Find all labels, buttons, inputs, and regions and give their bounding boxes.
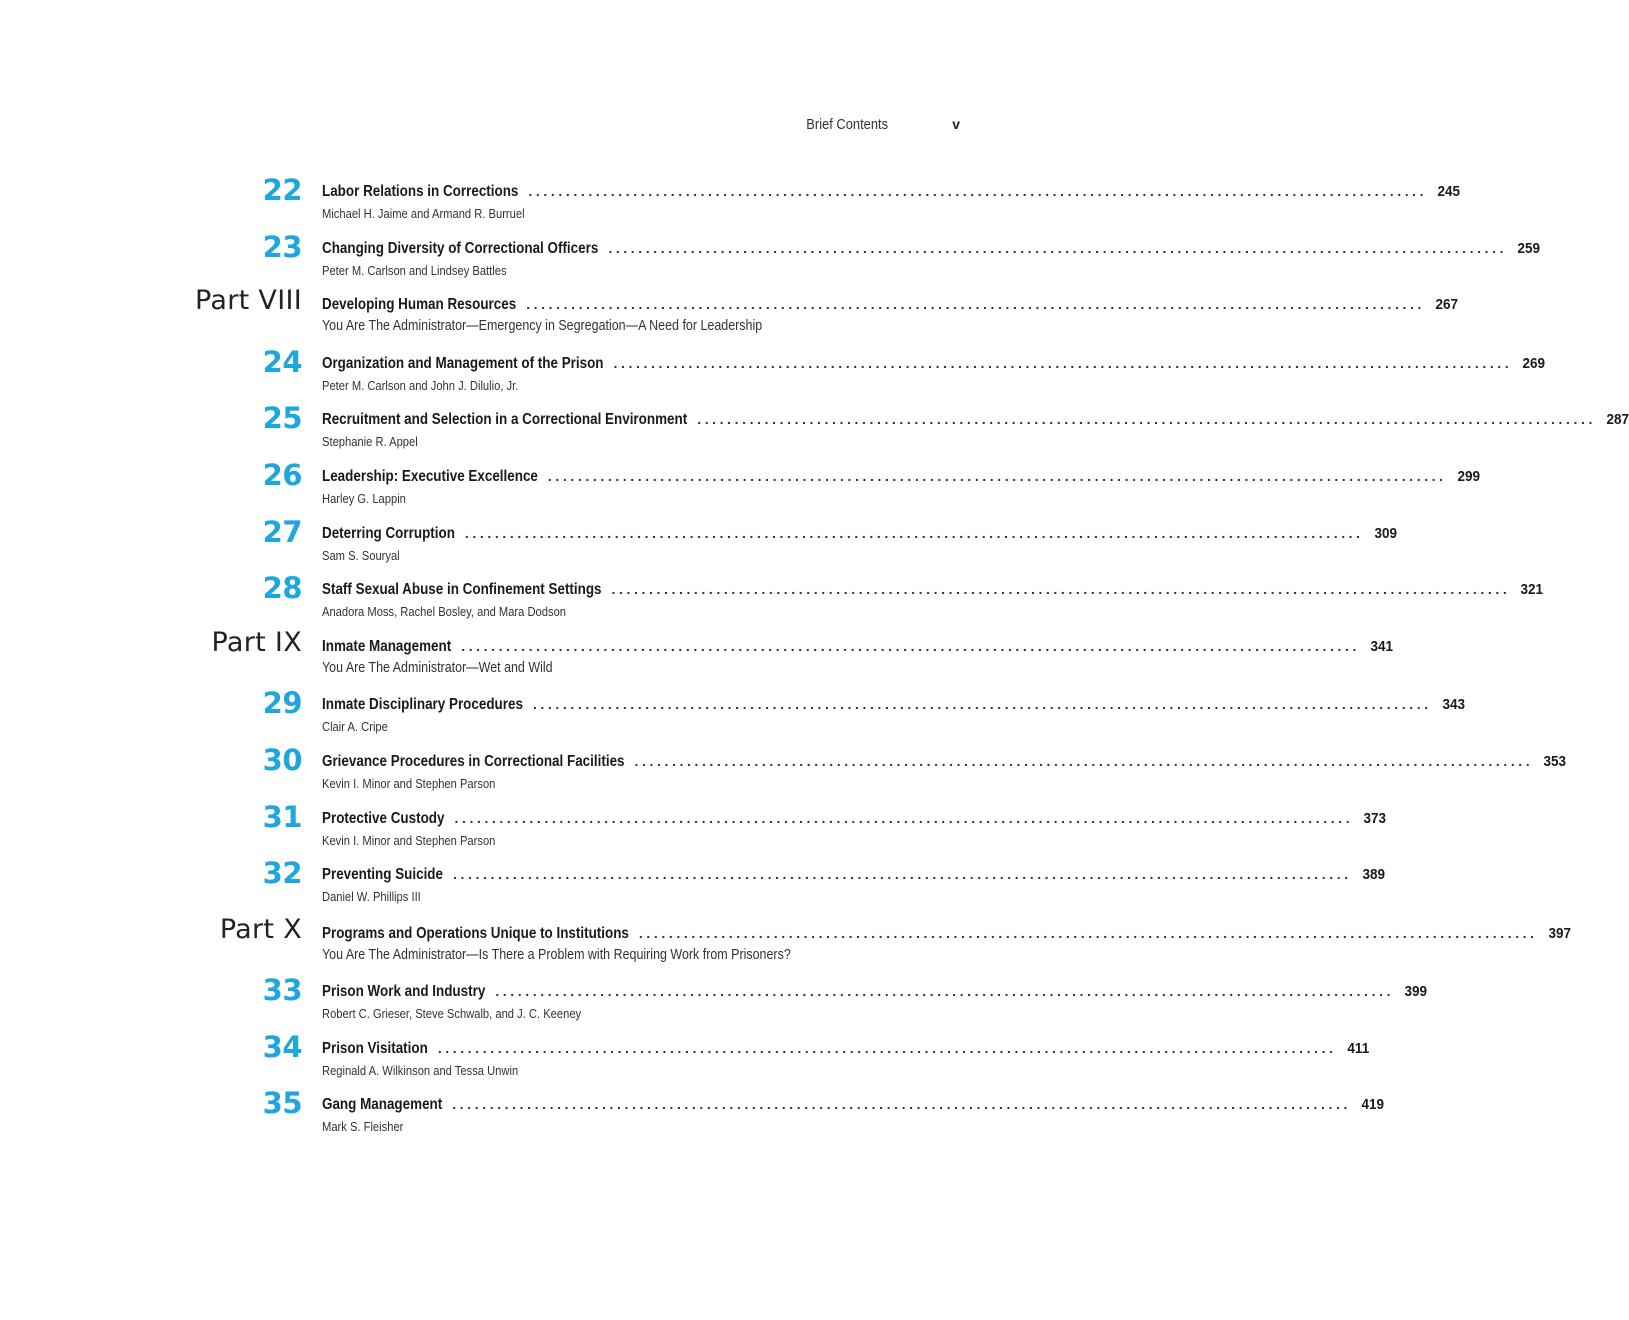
dot-leader: ........................................................................................................................ — [613, 355, 1513, 371]
entry-title[interactable]: Prison Work and Industry — [322, 983, 486, 1000]
toc-chapter-entry[interactable] — [0, 173, 1461, 233]
entry-title[interactable]: Grievance Procedures in Correctional Facilities — [322, 753, 625, 770]
dot-leader: ........................................................................................................................ — [697, 411, 1596, 427]
entry-title[interactable]: Leadership: Executive Excellence — [322, 468, 538, 485]
toc-part-entry[interactable] — [0, 285, 1458, 346]
toc-title-line — [322, 183, 1461, 203]
toc-chapter-entry[interactable] — [0, 515, 1397, 575]
chapter-number: 22 — [262, 173, 302, 207]
entry-page-number[interactable]: 373 — [1363, 810, 1387, 827]
toc-chapter-entry[interactable] — [0, 800, 1387, 860]
toc-title-line — [322, 296, 1458, 316]
entry-page-number[interactable]: 397 — [1548, 925, 1571, 942]
toc-title-line — [322, 983, 1428, 1003]
toc-chapter-entry[interactable] — [0, 571, 1544, 631]
toc-title-line — [322, 525, 1397, 545]
part-subtitle: You Are The Administrator—Emergency in Segregation—A Need for Leadership — [322, 318, 763, 334]
toc-title-line — [322, 1096, 1385, 1116]
toc-chapter-entry[interactable] — [0, 686, 1465, 746]
toc-chapter-entry[interactable] — [0, 230, 1541, 290]
entry-title[interactable]: Deterring Corruption — [322, 525, 455, 542]
running-header-title: Brief Contents — [806, 116, 888, 133]
dot-leader: ........................................................................................................................ — [437, 1040, 1337, 1056]
toc-chapter-entry[interactable] — [0, 1086, 1385, 1146]
dot-leader: ........................................................................................................................ — [453, 866, 1352, 882]
entry-authors: Harley G. Lappin — [322, 491, 406, 506]
dot-leader: ........................................................................................................................ — [634, 753, 1534, 769]
chapter-number: 34 — [262, 1030, 302, 1064]
chapter-number: 32 — [262, 856, 302, 890]
entry-title[interactable]: Prison Visitation — [322, 1040, 428, 1057]
chapter-number: 31 — [262, 800, 302, 834]
entry-page-number[interactable]: 411 — [1346, 1040, 1369, 1057]
entry-authors: Sam S. Souryal — [322, 548, 400, 563]
dot-leader: ........................................................................................................................ — [495, 983, 1395, 999]
entry-page-number[interactable]: 399 — [1404, 983, 1428, 1000]
entry-page-number[interactable]: 269 — [1522, 355, 1546, 372]
dot-leader: ........................................................................................................................ — [454, 810, 1354, 826]
dot-leader: ........................................................................................................................ — [452, 1096, 1352, 1112]
part-subtitle: You Are The Administrator—Wet and Wild — [322, 660, 553, 676]
dot-leader: ........................................................................................................................ — [464, 525, 1364, 541]
chapter-number: 26 — [262, 458, 302, 492]
entry-title[interactable]: Inmate Disciplinary Procedures — [322, 696, 523, 713]
chapter-number: 28 — [262, 571, 302, 605]
entry-authors: Robert C. Grieser, Steve Schwalb, and J. C. Keeney — [322, 1006, 582, 1021]
entry-page-number[interactable]: 259 — [1517, 240, 1541, 257]
entry-authors: Michael H. Jaime and Armand R. Burruel — [322, 206, 525, 221]
toc-title-line — [322, 411, 1629, 431]
entry-authors: Daniel W. Phillips III — [322, 889, 421, 904]
chapter-number: 24 — [262, 345, 302, 379]
toc-title-line — [322, 810, 1387, 830]
chapter-number: 23 — [262, 230, 302, 264]
entry-page-number[interactable]: 287 — [1606, 411, 1629, 428]
entry-title[interactable]: Developing Human Resources — [322, 296, 517, 313]
entry-page-number[interactable]: 299 — [1457, 468, 1480, 485]
entry-title[interactable]: Labor Relations in Corrections — [322, 183, 519, 200]
dot-leader: ........................................................................................................................ — [608, 240, 1508, 256]
dot-leader: ........................................................................................................................ — [461, 638, 1360, 654]
toc-chapter-entry[interactable] — [0, 401, 1629, 461]
dot-leader: ........................................................................................................................ — [526, 296, 1425, 312]
toc-chapter-entry[interactable] — [0, 973, 1428, 1033]
toc-chapter-entry[interactable] — [0, 1030, 1369, 1090]
part-label: Part VIII — [195, 285, 302, 316]
toc-part-entry[interactable] — [0, 627, 1393, 688]
entry-page-number[interactable]: 245 — [1437, 183, 1461, 200]
entry-page-number[interactable]: 353 — [1543, 753, 1567, 770]
part-subtitle: You Are The Administrator—Is There a Problem with Requiring Work from Prisoners? — [322, 947, 791, 963]
toc-title-line — [322, 240, 1541, 260]
entry-title[interactable]: Programs and Operations Unique to Institutions — [322, 925, 629, 942]
entry-title[interactable]: Recruitment and Selection in a Correctional Environment — [322, 411, 688, 428]
toc-title-line — [322, 468, 1480, 488]
toc-chapter-entry[interactable] — [0, 743, 1567, 803]
toc-title-line — [322, 753, 1567, 773]
chapter-number: 35 — [262, 1086, 302, 1120]
entry-authors: Kevin I. Minor and Stephen Parson — [322, 776, 496, 791]
entry-title[interactable]: Inmate Management — [322, 638, 452, 655]
dot-leader: ........................................................................................................................ — [532, 696, 1432, 712]
entry-authors: Peter M. Carlson and John J. Dilulio, Jr. — [322, 378, 519, 393]
entry-authors: Mark S. Fleisher — [322, 1119, 404, 1134]
entry-authors: Reginald A. Wilkinson and Tessa Unwin — [322, 1063, 519, 1078]
toc-title-line — [322, 638, 1393, 658]
entry-page-number[interactable]: 267 — [1435, 296, 1458, 313]
entry-page-number[interactable]: 389 — [1362, 866, 1385, 883]
entry-title[interactable]: Gang Management — [322, 1096, 443, 1113]
chapter-number: 25 — [262, 401, 302, 435]
toc-title-line — [322, 581, 1544, 601]
toc-chapter-entry[interactable] — [0, 345, 1546, 405]
entry-title[interactable]: Organization and Management of the Prison — [322, 355, 604, 372]
toc-title-line — [322, 866, 1385, 886]
entry-authors: Stephanie R. Appel — [322, 434, 418, 449]
entry-authors: Peter M. Carlson and Lindsey Battles — [322, 263, 507, 278]
chapter-number: 33 — [262, 973, 302, 1007]
toc-chapter-entry[interactable] — [0, 458, 1480, 518]
entry-page-number[interactable]: 419 — [1361, 1096, 1385, 1113]
dot-leader: ........................................................................................................................ — [547, 468, 1447, 484]
toc-title-line — [322, 355, 1546, 375]
part-label: Part IX — [211, 627, 302, 658]
chapter-number: 29 — [262, 686, 302, 720]
entry-page-number[interactable]: 309 — [1374, 525, 1397, 542]
dot-leader: ........................................................................................................................ — [638, 925, 1538, 941]
entry-title[interactable]: Preventing Suicide — [322, 866, 443, 883]
entry-authors: Anadora Moss, Rachel Bosley, and Mara Dodson — [322, 604, 567, 619]
toc-title-line — [322, 925, 1571, 945]
toc-title-line — [322, 1040, 1369, 1060]
toc-part-entry[interactable] — [0, 914, 1571, 975]
chapter-number: 30 — [262, 743, 302, 777]
entry-title[interactable]: Protective Custody — [322, 810, 445, 827]
entry-title[interactable]: Staff Sexual Abuse in Confinement Settings — [322, 581, 602, 598]
entry-title[interactable]: Changing Diversity of Correctional Officers — [322, 240, 599, 257]
toc-title-line — [322, 696, 1465, 716]
entry-page-number[interactable]: 343 — [1442, 696, 1465, 713]
chapter-number: 27 — [262, 515, 302, 549]
entry-authors: Clair A. Cripe — [322, 719, 388, 734]
dot-leader: ........................................................................................................................ — [611, 581, 1511, 597]
dot-leader: ........................................................................................................................ — [528, 183, 1428, 199]
entry-authors: Kevin I. Minor and Stephen Parson — [322, 833, 496, 848]
entry-page-number[interactable]: 341 — [1370, 638, 1393, 655]
part-label: Part X — [219, 914, 302, 945]
entry-page-number[interactable]: 321 — [1520, 581, 1544, 598]
page-number: v — [952, 116, 960, 132]
toc-chapter-entry[interactable] — [0, 856, 1385, 916]
